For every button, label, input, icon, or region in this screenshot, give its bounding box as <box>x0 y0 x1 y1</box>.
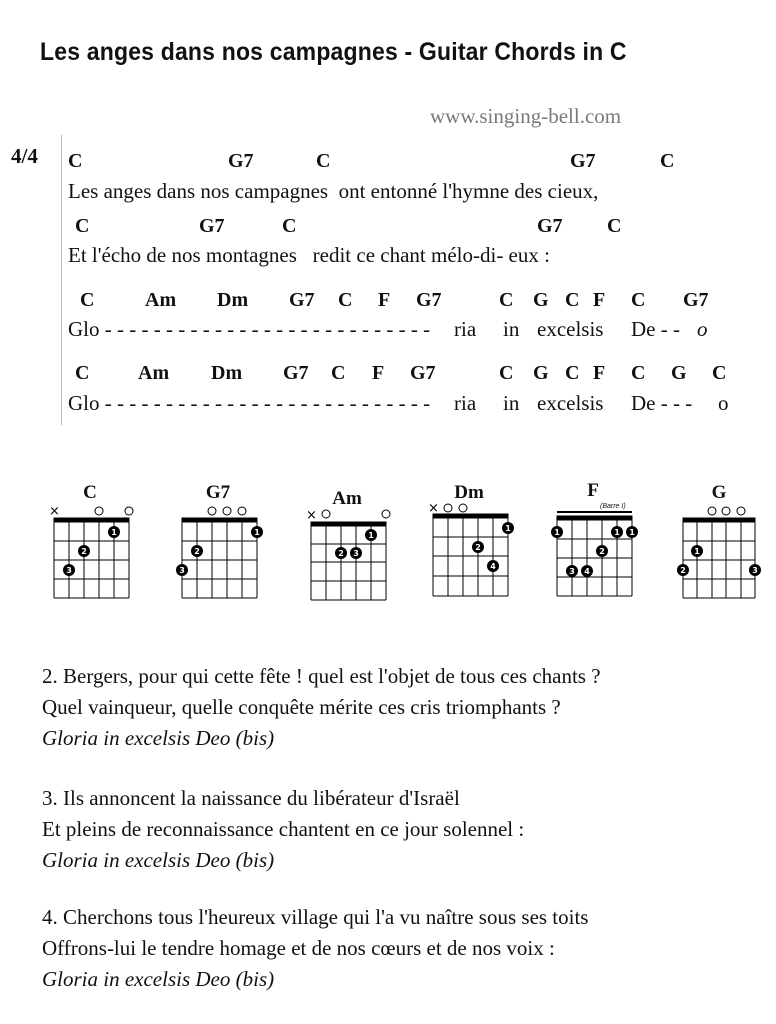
svg-text:2: 2 <box>81 547 87 556</box>
lyric-in: in <box>503 317 520 341</box>
verse-line: Quel vainqueur, quelle conquête mérite ces cris triomphants ? <box>42 695 561 719</box>
chord-label: C <box>565 289 580 311</box>
chord-label: Dm <box>211 362 243 384</box>
fretboard <box>552 480 634 610</box>
chord-diagram-f <box>552 480 634 610</box>
chord-label: C <box>316 150 331 172</box>
chord-label: C <box>565 362 580 384</box>
chord-label: C <box>75 215 90 237</box>
svg-text:×: × <box>49 504 60 519</box>
verse-chorus: Gloria in excelsis Deo (bis) <box>42 726 275 750</box>
fretboard <box>678 482 760 612</box>
fretboard <box>428 482 510 612</box>
chord-diagram-c <box>49 482 131 612</box>
fretboard <box>49 482 131 612</box>
verse-line: 2. Bergers, pour qui cette fête ! quel est l'objet de tous ces chants ? <box>42 664 601 688</box>
chord-label: F <box>593 289 606 311</box>
chord-label: G7 <box>537 215 563 237</box>
chord-label: C <box>80 289 95 311</box>
svg-text:4: 4 <box>584 567 590 576</box>
lyric-line: Et l'écho de nos montagnes redit ce chant mélo-di- eux : <box>68 243 550 267</box>
svg-text:1: 1 <box>111 528 117 537</box>
verse-3 <box>42 783 524 876</box>
chord-label: G7 <box>228 150 254 172</box>
chord-label: G <box>671 362 687 384</box>
lyric-o: o <box>697 317 708 341</box>
page-title: Les anges dans nos campagnes - Guitar Chords in C <box>40 38 627 66</box>
fretboard <box>177 482 259 612</box>
chord-label: G <box>533 289 549 311</box>
chord-label: C <box>331 362 346 384</box>
verse-2 <box>42 661 601 754</box>
chord-label: Am <box>138 362 170 384</box>
lyric-de: De - - - <box>631 391 693 415</box>
chord-diagram-name: Am <box>332 488 362 509</box>
website-link[interactable]: www.singing-bell.com <box>430 104 622 128</box>
svg-text:×: × <box>306 508 317 523</box>
chord-label: F <box>593 362 606 384</box>
chord-label: C <box>282 215 297 237</box>
chord-diagram-g7 <box>177 482 259 612</box>
lyric-excelsis: excelsis <box>537 317 604 341</box>
chord-diagram-g <box>678 482 760 612</box>
chord-label: C <box>499 362 514 384</box>
lyric-o: o <box>718 391 729 415</box>
svg-text:3: 3 <box>752 566 758 575</box>
verse-4 <box>42 902 588 995</box>
chord-diagram-name: Dm <box>454 482 484 503</box>
verse-line: Offrons-lui le tendre homage et de nos cœurs et de nos voix : <box>42 936 555 960</box>
time-signature: 4/4 <box>11 144 38 168</box>
chord-diagram-name: F <box>587 480 599 501</box>
chord-label: C <box>712 362 727 384</box>
svg-text:2: 2 <box>680 566 686 575</box>
chord-diagram-name: G <box>711 482 727 503</box>
lyric-in: in <box>503 391 520 415</box>
chord-label: G7 <box>199 215 225 237</box>
verse-chorus: Gloria in excelsis Deo (bis) <box>42 848 275 872</box>
verse-line: 3. Ils annoncent la naissance du libérateur d'Israël <box>42 786 460 810</box>
chord-label: G <box>533 362 549 384</box>
lyric-glo: Glo - - - - - - - - - - - - - - - - - - - - - - - - - - - <box>68 317 431 341</box>
chord-diagram-dm <box>428 482 510 612</box>
svg-text:1: 1 <box>254 528 260 537</box>
lyric-ria: ria <box>454 391 477 415</box>
svg-text:4: 4 <box>490 562 496 571</box>
lyric-glo: Glo - - - - - - - - - - - - - - - - - - - - - - - - - - - <box>68 391 431 415</box>
chord-label: G7 <box>416 289 442 311</box>
lyric-line: Les anges dans nos campagnes ont entonné l'hymne des cieux, <box>68 179 599 203</box>
svg-text:1: 1 <box>629 528 635 537</box>
verse-line: 4. Cherchons tous l'heureux village qui l'a vu naître sous ses toits <box>42 905 589 929</box>
svg-text:1: 1 <box>554 528 560 537</box>
svg-text:1: 1 <box>614 528 620 537</box>
svg-text:3: 3 <box>569 567 575 576</box>
chord-label: F <box>378 289 391 311</box>
chord-label: G7 <box>570 150 596 172</box>
chord-label: C <box>338 289 353 311</box>
svg-text:3: 3 <box>66 566 72 575</box>
lyric-excelsis: excelsis <box>537 391 604 415</box>
chord-label: C <box>631 362 646 384</box>
svg-text:2: 2 <box>475 543 481 552</box>
chord-diagram-name: G7 <box>205 482 231 503</box>
chord-label: G7 <box>283 362 309 384</box>
fretboard <box>306 482 388 612</box>
chord-diagram-am <box>306 482 388 612</box>
svg-text:1: 1 <box>368 531 374 540</box>
chord-label: G7 <box>683 289 709 311</box>
chord-label: C <box>607 215 622 237</box>
chord-label: Am <box>145 289 177 311</box>
chord-label: G7 <box>289 289 315 311</box>
verse-chorus: Gloria in excelsis Deo (bis) <box>42 967 275 991</box>
chord-label: F <box>372 362 385 384</box>
lyric-ria: ria <box>454 317 477 341</box>
chord-label: C <box>68 150 83 172</box>
lyric-de: De - - <box>631 317 680 341</box>
chord-label: C <box>660 150 675 172</box>
barre-label: (Barre I) <box>600 503 626 510</box>
verse-line: Et pleins de reconnaissance chantent en ce jour solennel : <box>42 817 525 841</box>
staff-divider <box>61 135 62 425</box>
chord-diagram-name: C <box>83 482 97 503</box>
svg-text:1: 1 <box>505 524 511 533</box>
svg-text:1: 1 <box>694 547 700 556</box>
svg-text:3: 3 <box>179 566 185 575</box>
svg-text:2: 2 <box>338 549 344 558</box>
chord-label: C <box>75 362 90 384</box>
chord-label: Dm <box>217 289 249 311</box>
svg-text:2: 2 <box>599 547 605 556</box>
svg-text:×: × <box>428 501 439 516</box>
svg-text:2: 2 <box>194 547 200 556</box>
chord-label: C <box>499 289 514 311</box>
svg-text:3: 3 <box>353 549 359 558</box>
chord-label: C <box>631 289 646 311</box>
chord-label: G7 <box>410 362 436 384</box>
